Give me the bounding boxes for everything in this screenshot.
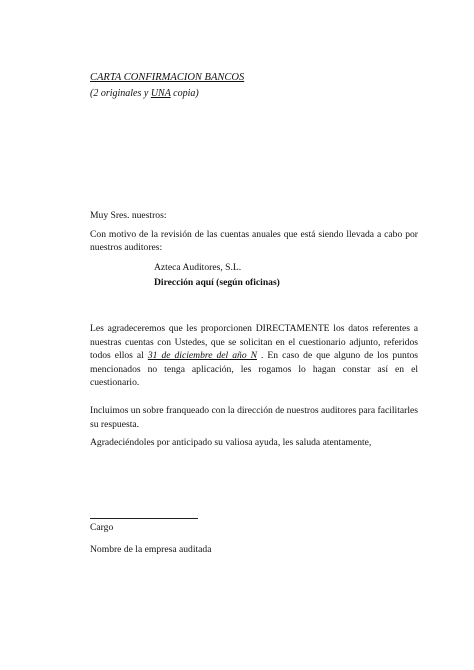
paragraph-closing: Agradeciéndoles por anticipado su valiosa ayuda, les saluda atentamente, bbox=[90, 437, 372, 448]
auditor-name: Azteca Auditores, S.L. bbox=[154, 262, 242, 273]
letter-subtitle bbox=[90, 87, 199, 101]
subtitle-suffix: copia) bbox=[170, 88, 199, 99]
letter-title: CARTA CONFIRMACION BANCOS bbox=[90, 72, 245, 83]
paragraph-request bbox=[90, 322, 418, 390]
subtitle-una: UNA bbox=[150, 88, 171, 99]
signature-company: Nombre de la empresa auditada bbox=[90, 544, 212, 555]
reference-date: 31 de diciembre del año N bbox=[147, 350, 258, 362]
signature-role: Cargo bbox=[90, 522, 114, 533]
paragraph-request-post: . En caso de que alguno de los puntos mencionados no tenga aplicación, les rogamos lo hagan constar así en el cuestionario. bbox=[90, 350, 419, 389]
signature-line bbox=[90, 518, 198, 519]
subtitle-prefix: (2 originales y bbox=[90, 88, 151, 99]
paragraph-envelope: Incluimos un sobre franqueado con la dirección de nuestros auditores para facilitarles su respuesta. bbox=[90, 405, 418, 430]
paragraph-intro: Con motivo de la revisión de las cuentas anuales que está siendo llevada a cabo por nuestros auditores: bbox=[90, 229, 418, 253]
paragraph-request-pre: Les agradeceremos que les proporcionen DIRECTAMENTE los datos referentes a nuestras cuentas con Ustedes, que se solicitan en el cuestionario adjunto, referidos todos ellos al bbox=[90, 323, 418, 362]
auditor-address: Dirección aquí (según oficinas) bbox=[154, 277, 280, 288]
greeting: Muy Sres. nuestros: bbox=[90, 210, 167, 221]
